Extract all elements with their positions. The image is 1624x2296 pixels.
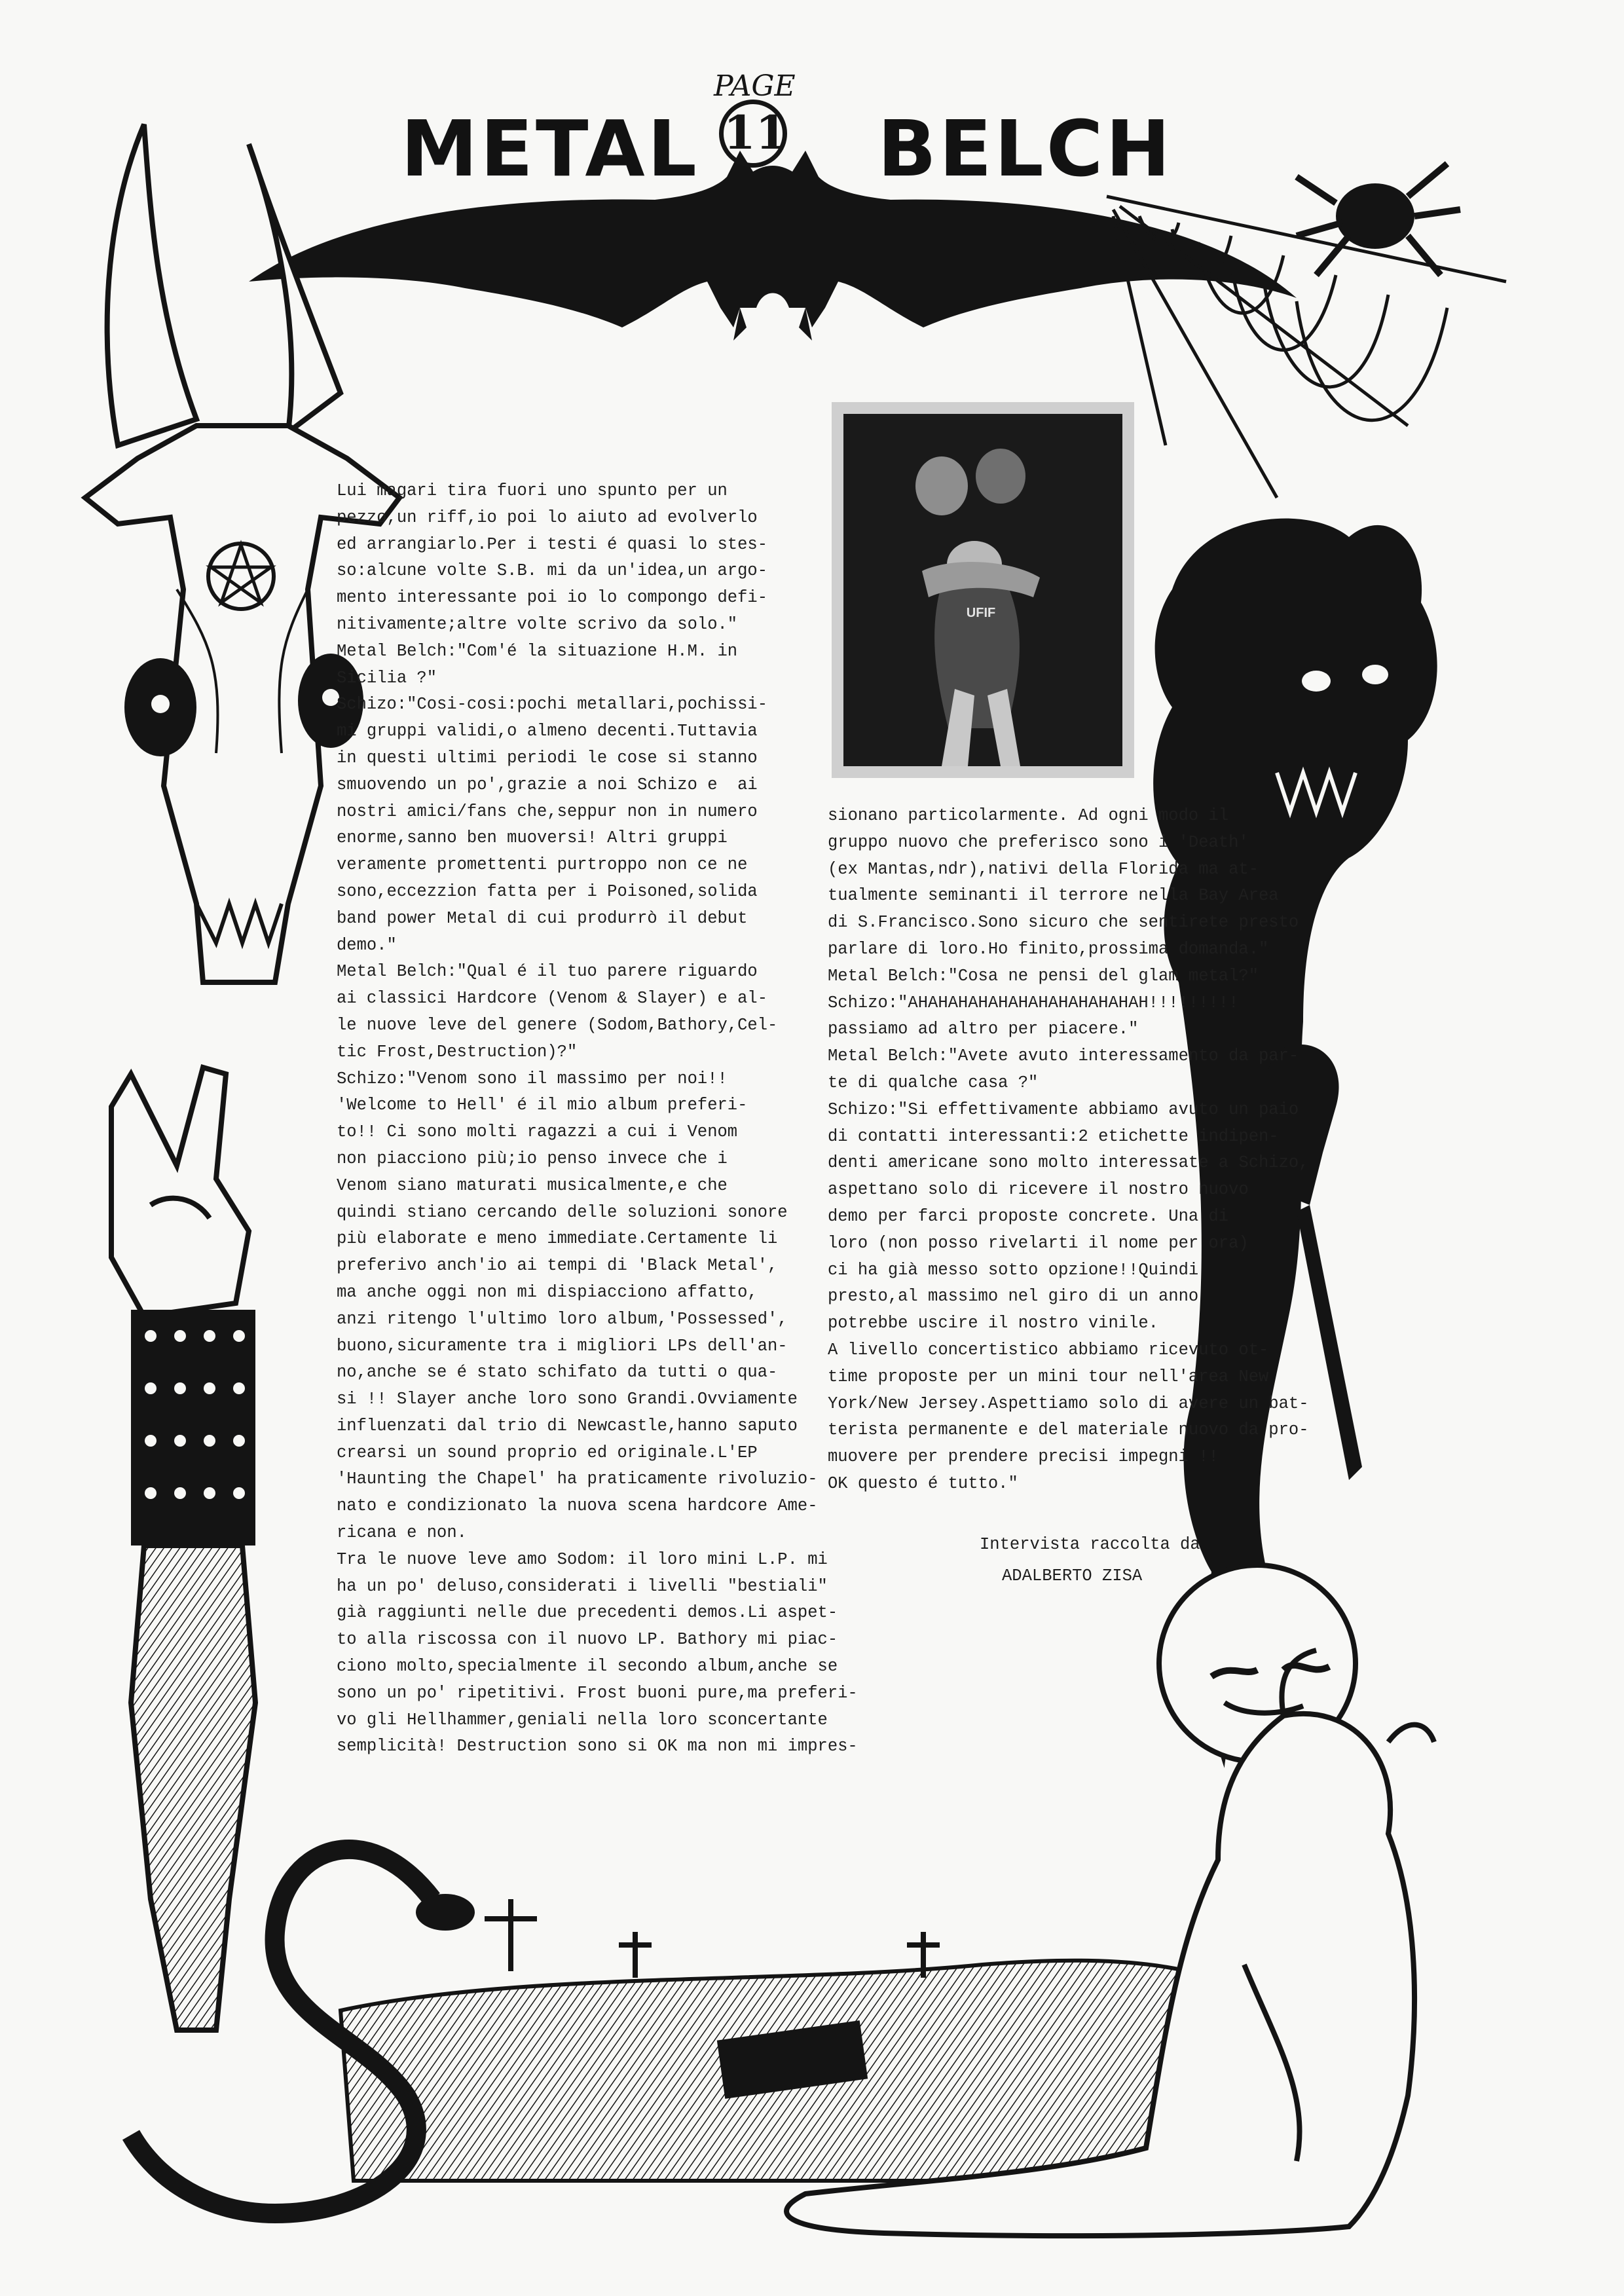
text-line: York/New Jersey.Aspettiamo solo di avere un bat-: [828, 1394, 1309, 1413]
text-line: in questi ultimi periodi le cose si stanno: [337, 748, 758, 768]
text-line: Metal Belch:"Avete avuto interessamento da par-: [828, 1046, 1299, 1066]
text-line: ed arrangiarlo.Per i testi é quasi lo stes-: [337, 534, 768, 554]
spiked-bracelet-icon: [131, 1310, 255, 2030]
band-photo-image: [843, 414, 1122, 766]
photo-shirt-text: UFIF: [966, 606, 996, 620]
text-line: muovere per prendere precisi impegni !!: [828, 1447, 1219, 1467]
text-line: veramente promettenti purtroppo non ce ne: [337, 855, 748, 875]
text-line: ciono molto,specialmente il secondo album,anche se: [337, 1657, 838, 1676]
text-line: già raggiunti nelle due precedenti demos.Li aspet-: [337, 1603, 838, 1623]
text-line: si !! Slayer anche loro sono Grandi.Ovviamente: [337, 1390, 798, 1409]
text-line: enorme,sanno ben muoversi! Altri gruppi: [337, 828, 728, 848]
text-line: vo gli Hellhammer,geniali nella loro sconcertante: [337, 1710, 828, 1730]
text-line: anzi ritengo l'ultimo loro album,'Possessed',: [337, 1309, 788, 1329]
credit-line-1: Intervista raccolta da: [980, 1535, 1200, 1554]
text-line: passiamo ad altro per piacere.": [828, 1020, 1139, 1039]
text-line: di S.Francisco.Sono sicuro che sentirete presto: [828, 913, 1299, 933]
band-photo: [832, 402, 1134, 778]
text-line: influenzati dal trio di Newcastle,hanno saputo: [337, 1416, 798, 1435]
spider-icon: [1297, 164, 1460, 275]
text-line: no,anche se é stato schifato da tutti o qua-: [337, 1363, 778, 1382]
text-line: più elaborate e meno immediate.Certamente li: [337, 1229, 778, 1249]
text-line: parlare di loro.Ho finito,prossima domanda.": [828, 939, 1269, 959]
text-line: OK questo é tutto.": [828, 1473, 1018, 1493]
text-line: te di qualche casa ?": [828, 1073, 1039, 1092]
text-line: Tra le nuove leve amo Sodom: il loro mini L.P. mi: [337, 1549, 828, 1569]
text-line: ha un po' deluso,considerati i livelli "bestiali": [337, 1576, 828, 1596]
text-line: tualmente seminanti il terrore nella Bay Area: [828, 886, 1279, 906]
text-line: ci ha già messo sotto opzione!!Quindi: [828, 1260, 1199, 1280]
text-line: nostri amici/fans che,seppur non in numero: [337, 802, 758, 821]
text-line: band power Metal di cui produrrò il debut: [337, 908, 748, 928]
text-line: mi gruppi validi,o almeno decenti.Tuttavia: [337, 722, 758, 741]
text-line: ai classici Hardcore (Venom & Slayer) e al-: [337, 989, 768, 1009]
text-line: terista permanente e del materiale nuovo da pro-: [828, 1420, 1309, 1440]
text-line: Metal Belch:"Qual é il tuo parere riguardo: [337, 962, 758, 982]
text-line: loro (non posso rivelarti il nome per ora): [828, 1233, 1249, 1253]
text-line: buono,sicuramente tra i migliori LPs dell'an-: [337, 1336, 788, 1356]
text-line: smuovendo un po',grazie a noi Schizo e ai: [337, 775, 758, 794]
text-line: Schizo:"Cosi-cosi:pochi metallari,pochissi-: [337, 695, 768, 714]
text-line: pezzo,un riff,io poi lo aiuto ad evolverlo: [337, 508, 758, 527]
text-line: presto,al massimo nel giro di un anno: [828, 1287, 1199, 1306]
text-line: ricana e non.: [337, 1523, 467, 1543]
right-column-text: [828, 803, 1309, 1498]
text-line: time proposte per un mini tour nell'area New: [828, 1367, 1269, 1386]
text-line: to alla riscossa con il nuovo LP. Bathory mi piac-: [337, 1630, 838, 1650]
text-line: Sicilia ?": [337, 668, 437, 688]
text-line: preferivo anch'io ai tempi di 'Black Metal',: [337, 1256, 778, 1276]
text-line: di contatti interessanti:2 etichette indipen-: [828, 1126, 1279, 1146]
text-line: Schizo:"AHAHAHAHAHAHAHAHAHAHAHAH!!!!!!!!!: [828, 993, 1239, 1012]
text-line: Lui magari tira fuori uno spunto per un: [337, 481, 728, 500]
page-number: 11: [719, 100, 787, 168]
text-line: mento interessante poi io lo compongo defi-: [337, 588, 768, 608]
text-line: ma anche oggi non mi dispiacciono affatto,: [337, 1282, 758, 1302]
text-line: potrebbe uscire il nostro vinile.: [828, 1314, 1158, 1333]
text-line: Schizo:"Venom sono il massimo per noi!!: [337, 1069, 728, 1088]
title-left: METAL: [401, 103, 699, 194]
text-line: sono,eccezzion fatta per i Poisoned,solida: [337, 881, 758, 901]
title-right: BELCH: [877, 103, 1173, 194]
credit-line-2: ADALBERTO ZISA: [1002, 1566, 1143, 1585]
text-line: Schizo:"Si effettivamente abbiamo avuto un paio: [828, 1100, 1299, 1119]
spider-web-icon: [1107, 196, 1506, 498]
text-line: so:alcune volte S.B. mi da un'idea,un argo-: [337, 561, 768, 581]
text-line: aspettano solo di ricevere il nostro nuovo: [828, 1180, 1249, 1200]
text-line: tic Frost,Destruction)?": [337, 1042, 578, 1062]
text-line: sionano particolarmente. Ad ogni modo il: [828, 806, 1229, 825]
text-line: demo.": [337, 935, 397, 955]
horns-hand-icon: [111, 1067, 249, 1316]
text-line: crearsi un sound proprio ed originale.L'EP: [337, 1443, 758, 1462]
text-line: nitivamente;altre volte scrivo da solo.": [337, 614, 738, 634]
text-line: to!! Ci sono molti ragazzi a cui i Venom: [337, 1122, 738, 1142]
text-line: le nuove leve del genere (Sodom,Bathory,Cel-: [337, 1015, 778, 1035]
text-line: Metal Belch:"Com'é la situazione H.M. in: [337, 641, 738, 661]
text-line: denti americane sono molto interessate a Schizo,: [828, 1153, 1309, 1173]
text-line: 'Welcome to Hell' é il mio album preferi-: [337, 1096, 748, 1115]
text-line: demo per farci proposte concrete. Una di: [828, 1206, 1229, 1226]
text-line: nato e condizionato la nuova scena hardcore Ame-: [337, 1496, 818, 1516]
text-line: Venom siano maturati musicalmente,e che: [337, 1176, 728, 1195]
text-line: 'Haunting the Chapel' ha praticamente rivoluzio-: [337, 1470, 818, 1489]
text-line: Metal Belch:"Cosa ne pensi del glam metal?": [828, 966, 1259, 986]
text-line: non piacciono più;io penso invece che i: [337, 1149, 728, 1168]
text-line: (ex Mantas,ndr),nativi della Florida ma at-: [828, 859, 1259, 879]
gravestone-cross-icon: [485, 1899, 940, 1978]
text-line: semplicità! Destruction sono si OK ma non mi impres-: [337, 1737, 858, 1756]
text-line: A livello concertistico abbiamo ricevuto ot-: [828, 1340, 1269, 1360]
text-line: sono un po' ripetitivi. Frost buoni pure,ma preferi-: [337, 1683, 858, 1703]
page-label: PAGE: [714, 69, 796, 103]
left-column-text: [337, 478, 858, 1760]
text-line: gruppo nuovo che preferisco sono i 'Death': [828, 832, 1249, 852]
text-line: quindi stiano cercando delle soluzioni sonore: [337, 1202, 788, 1222]
